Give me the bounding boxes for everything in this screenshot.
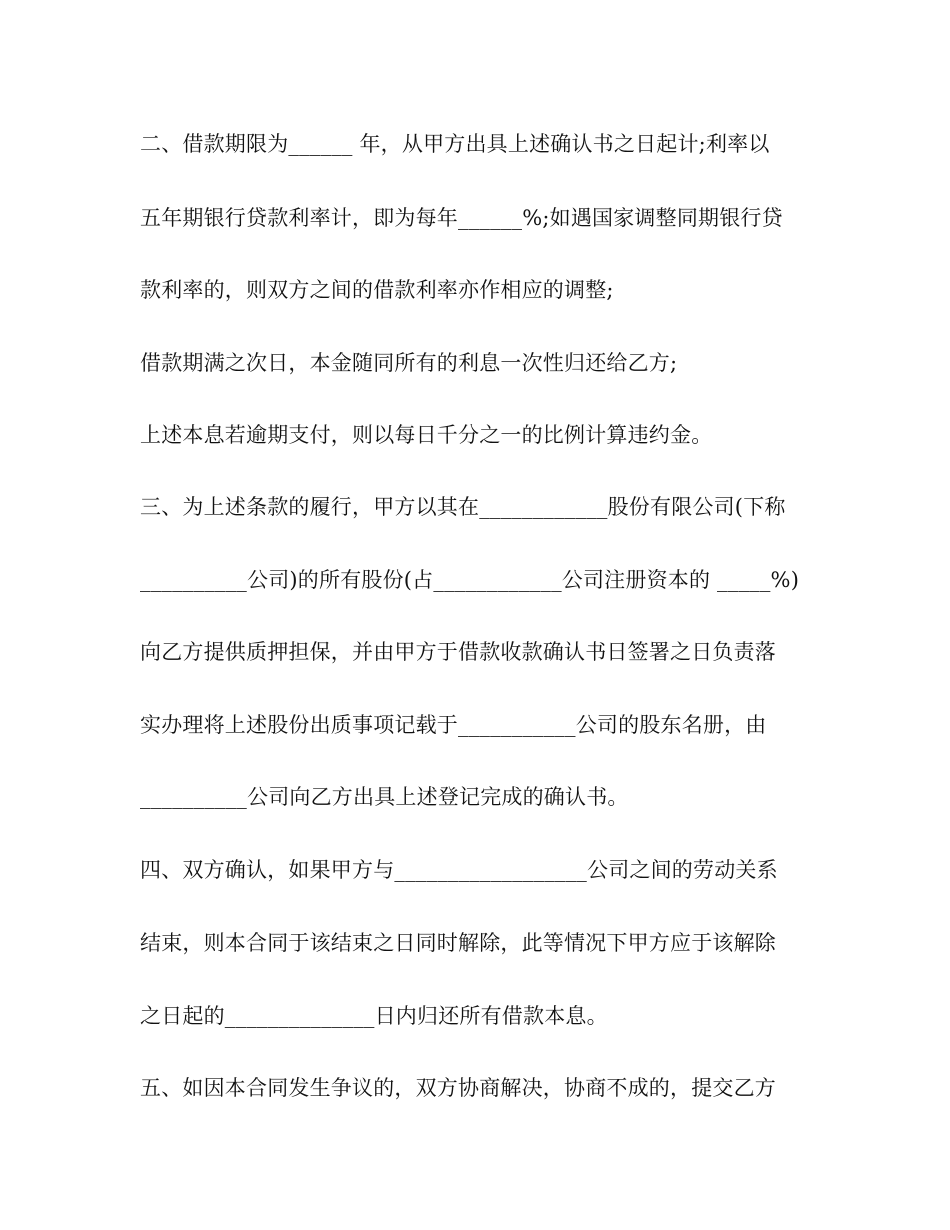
text-line: 二、借款期限为______ 年，从甲方出具上述确认书之日起计;利率以 (140, 132, 770, 156)
text-line: 向乙方提供质押担保，并由甲方于借款收款确认书日签署之日负责落 (140, 640, 776, 664)
text-line: 五年期银行贷款利率计，即为每年______%;如遇国家调整同期银行贷 (140, 206, 783, 230)
text-line: 之日起的______________日内归还所有借款本息。 (140, 1004, 608, 1028)
text-line: 三、为上述条款的履行，甲方以其在____________股份有限公司(下称 (140, 495, 786, 519)
text-line: 款利率的，则双方之间的借款利率亦作相应的调整; (140, 278, 614, 302)
text-line: 四、双方确认，如果甲方与__________________公司之间的劳动关系 (140, 858, 778, 882)
text-line: 实办理将上述股份出质事项记载于___________公司的股东名册，由 (140, 713, 767, 737)
text-line: 上述本息若逾期支付，则以每日千分之一的比例计算违约金。 (140, 423, 713, 447)
text-line: __________公司向乙方出具上述登记完成的确认书。 (140, 785, 629, 809)
text-line: __________公司)的所有股份(占____________公司注册资本的 _____%) (140, 568, 800, 592)
text-line: 结束，则本合同于该结束之日同时解除，此等情况下甲方应于该解除 (140, 931, 776, 955)
text-line: 五、如因本合同发生争议的，双方协商解决，协商不成的，提交乙方 (140, 1076, 776, 1100)
text-line: 借款期满之次日，本金随同所有的利息一次性归还给乙方; (140, 351, 678, 375)
